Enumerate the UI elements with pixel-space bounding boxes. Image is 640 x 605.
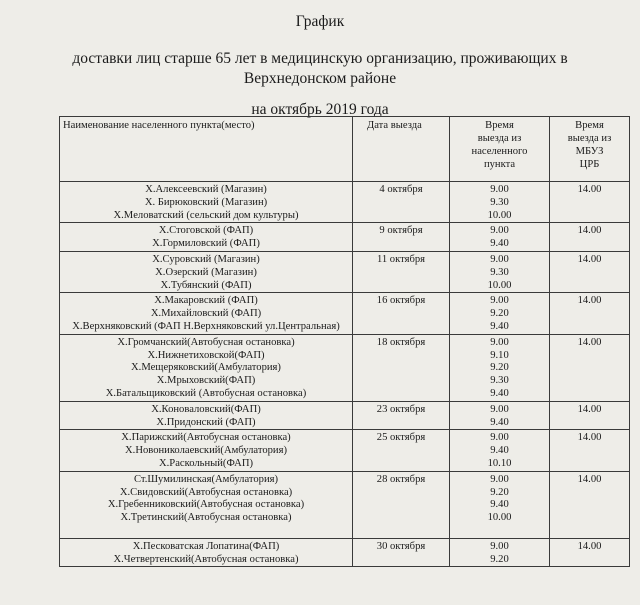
cell-places bbox=[60, 182, 353, 223]
departure-time: 9.30 bbox=[490, 266, 509, 278]
cell-crb-time: 14.00 bbox=[550, 538, 630, 567]
departure-time: 9.40 bbox=[490, 445, 509, 457]
departure-time: 9.00 bbox=[490, 295, 509, 307]
place-name: Х.Парижский(Автобусная остановка) bbox=[121, 432, 291, 444]
cell-places bbox=[60, 293, 353, 334]
departure-time: 9.30 bbox=[490, 375, 509, 387]
cell-departure-times bbox=[450, 471, 550, 538]
cell-crb-time: 14.00 bbox=[550, 223, 630, 252]
cell-date: 25 октября bbox=[353, 430, 450, 471]
departure-time: 9.40 bbox=[490, 387, 509, 399]
table-row bbox=[60, 334, 630, 401]
departure-time: 9.30 bbox=[490, 196, 509, 208]
document-title: График bbox=[295, 13, 345, 30]
table-row bbox=[60, 430, 630, 471]
place-name: Х.Новониколаевский(Амбулатория) bbox=[125, 445, 287, 457]
cell-crb-time: 14.00 bbox=[550, 471, 630, 538]
cell-crb-time: 14.00 bbox=[550, 430, 630, 471]
place-name: Х.Свидовский(Автобусная остановка) bbox=[119, 486, 293, 498]
departure-time: 9.10 bbox=[490, 349, 509, 361]
departure-time: 9.00 bbox=[490, 336, 509, 348]
place-name: Х.Третинский(Автобусная остановка) bbox=[120, 512, 292, 524]
place-name: Х.Громчанский(Автобусная остановка) bbox=[117, 336, 295, 348]
cell-crb-time: 14.00 bbox=[550, 293, 630, 334]
cell-places bbox=[60, 471, 353, 538]
cell-crb-time: 14.00 bbox=[550, 182, 630, 223]
table-row bbox=[60, 471, 630, 538]
cell-date: 18 октября bbox=[353, 334, 450, 401]
departure-time: 9.40 bbox=[490, 320, 509, 332]
place-name: Х.Раскольный(ФАП) bbox=[159, 457, 253, 469]
place-name: Х.Суровский (Магазин) bbox=[152, 253, 260, 265]
departure-time: 10.10 bbox=[487, 457, 512, 469]
place-name: Х.Четвертенский(Автобусная остановка) bbox=[113, 553, 299, 565]
cell-date: 28 октября bbox=[353, 471, 450, 538]
header-date: Дата выезда bbox=[353, 117, 450, 182]
table-row bbox=[60, 538, 630, 567]
cell-places bbox=[60, 538, 353, 567]
cell-departure-times bbox=[450, 251, 550, 292]
table-row bbox=[60, 293, 630, 334]
departure-time: 9.40 bbox=[490, 499, 509, 511]
departure-time: 9.00 bbox=[490, 540, 509, 552]
departure-time: 10.00 bbox=[487, 279, 512, 291]
cell-places bbox=[60, 430, 353, 471]
cell-departure-times bbox=[450, 334, 550, 401]
place-name: Х.Алексеевский (Магазин) bbox=[145, 184, 267, 195]
departure-time: 9.00 bbox=[490, 473, 509, 485]
place-name: Х.Михайловский (ФАП) bbox=[150, 308, 262, 320]
place-name: Х.Макаровский (ФАП) bbox=[154, 295, 258, 307]
place-name: Х. Бирюковский (Магазин) bbox=[144, 196, 268, 208]
departure-time: 9.20 bbox=[490, 308, 509, 320]
cell-date: 23 октября bbox=[353, 401, 450, 430]
departure-time: 9.00 bbox=[490, 184, 509, 195]
place-name: Х.Гормиловский (ФАП) bbox=[152, 238, 260, 250]
cell-places bbox=[60, 334, 353, 401]
place-name: Х.Песковатская Лопатина(ФАП) bbox=[132, 540, 280, 552]
departure-time: 9.00 bbox=[490, 432, 509, 444]
cell-departure-times bbox=[450, 293, 550, 334]
cell-departure-times bbox=[450, 182, 550, 223]
departure-time: 9.20 bbox=[490, 362, 509, 374]
departure-time: 10.00 bbox=[487, 512, 512, 524]
place-name: Х.Коноваловский(ФАП) bbox=[151, 403, 261, 415]
place-name: Х.Батальщиковский (Автобусная остановка) bbox=[105, 387, 307, 399]
cell-places bbox=[60, 251, 353, 292]
cell-departure-times bbox=[450, 430, 550, 471]
table-row bbox=[60, 401, 630, 430]
place-name: Х.Озерский (Магазин) bbox=[155, 266, 257, 278]
cell-places bbox=[60, 223, 353, 252]
cell-crb-time: 14.00 bbox=[550, 251, 630, 292]
schedule-table bbox=[59, 116, 630, 567]
table-row bbox=[60, 223, 630, 252]
place-name: Х.Мрыховский(ФАП) bbox=[156, 375, 256, 387]
table-row bbox=[60, 251, 630, 292]
departure-time: 10.00 bbox=[487, 209, 512, 221]
place-name: Х.Нижнетиховской(ФАП) bbox=[147, 349, 265, 361]
cell-date: 11 октября bbox=[353, 251, 450, 292]
place-name: Х.Стоговской (ФАП) bbox=[158, 225, 254, 237]
departure-time: 9.40 bbox=[490, 238, 509, 250]
document-subtitle-line2: Верхнедонском районе bbox=[243, 70, 397, 87]
place-name: Х.Тубянский (ФАП) bbox=[160, 279, 252, 291]
cell-places bbox=[60, 401, 353, 430]
cell-date: 4 октября bbox=[353, 182, 450, 223]
header-crb: Время выезда из МБУЗ ЦРБ bbox=[550, 117, 630, 182]
cell-crb-time: 14.00 bbox=[550, 334, 630, 401]
document-period: на октябрь 2019 года bbox=[251, 101, 389, 118]
cell-date: 16 октября bbox=[353, 293, 450, 334]
place-name: Ст.Шумилинская(Амбулатория) bbox=[133, 473, 279, 485]
header-departure: Время выезда из населенного пункта bbox=[450, 117, 550, 182]
place-name: Х.Мeловатский (сельский дом культуры) bbox=[113, 209, 299, 221]
header-place: Наименование населенного пункта(место) bbox=[60, 117, 353, 182]
cell-crb-time: 14.00 bbox=[550, 401, 630, 430]
departure-time: 9.20 bbox=[490, 553, 509, 565]
cell-date: 30 октября bbox=[353, 538, 450, 567]
departure-time: 9.20 bbox=[490, 486, 509, 498]
cell-date: 9 октября bbox=[353, 223, 450, 252]
cell-departure-times bbox=[450, 401, 550, 430]
place-name: Х.Верхняковский (ФАП Н.Верхняковский ул.Центральная) bbox=[72, 320, 340, 332]
place-name: Х.Придонский (ФАП) bbox=[156, 416, 256, 428]
place-name: Х.Гребенниковский(Автобусная остановка) bbox=[107, 499, 305, 511]
departure-time: 9.00 bbox=[490, 403, 509, 415]
document-subtitle-line1: доставки лиц старше 65 лет в медицинскую организацию, проживающих в bbox=[72, 50, 568, 67]
departure-time: 9.40 bbox=[490, 416, 509, 428]
departure-time: 9.00 bbox=[490, 225, 509, 237]
departure-time: 9.00 bbox=[490, 253, 509, 265]
table-row bbox=[60, 182, 630, 223]
place-name: Х.Мещеряковский(Амбулатория) bbox=[131, 362, 281, 374]
cell-departure-times bbox=[450, 538, 550, 567]
cell-departure-times bbox=[450, 223, 550, 252]
